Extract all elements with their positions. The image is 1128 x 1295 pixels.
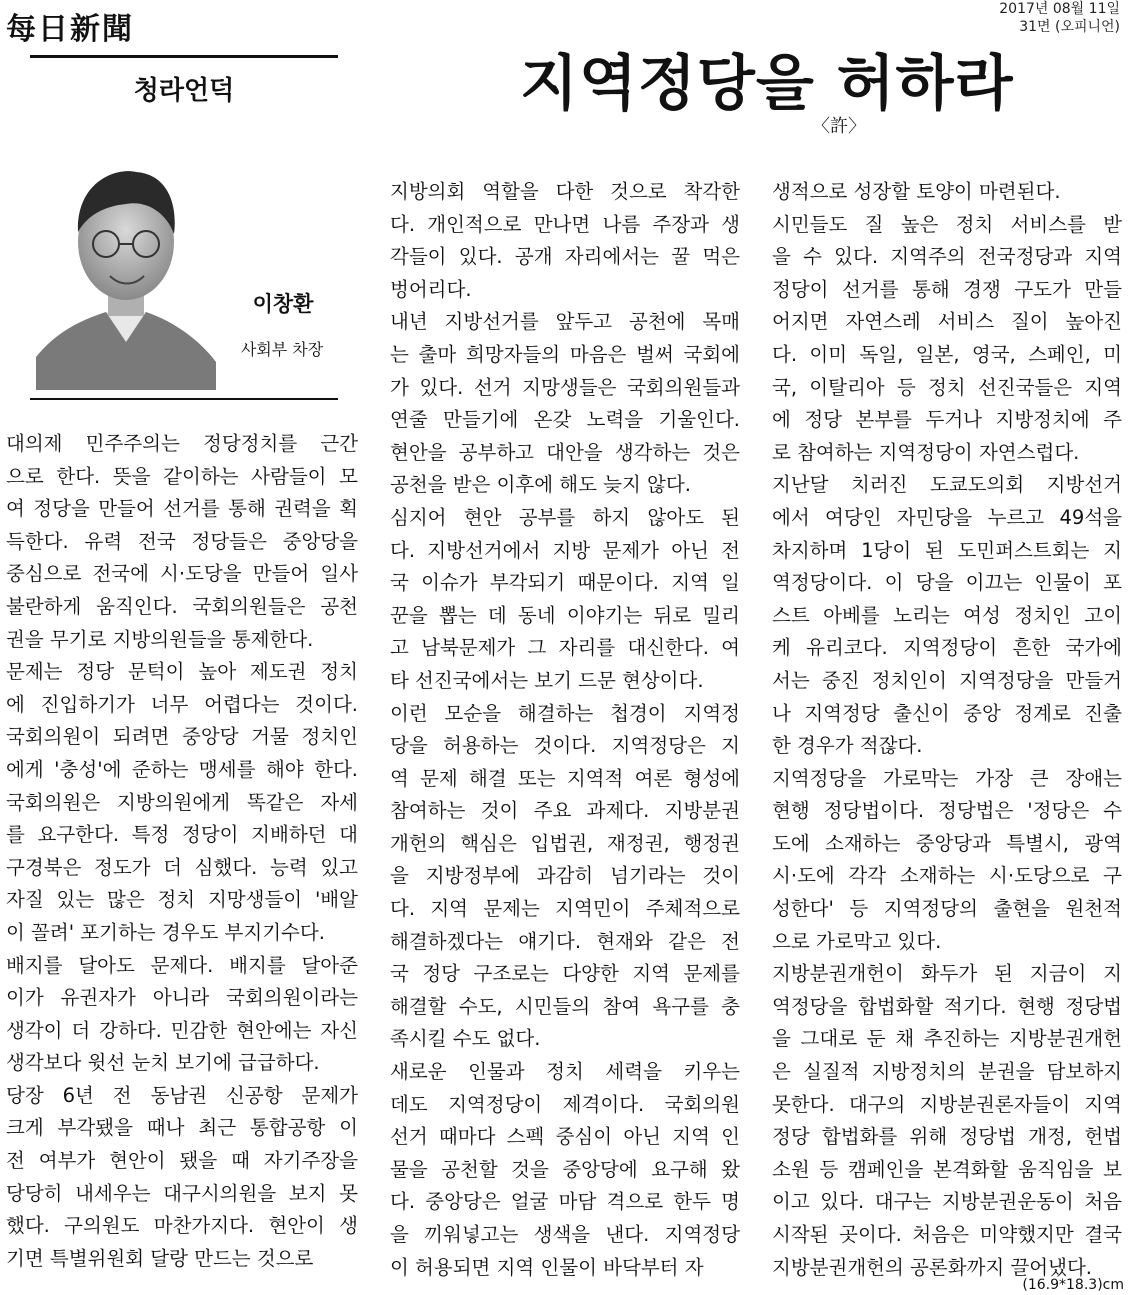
publication-date: 2017년 08월 11일 [999, 1, 1120, 17]
article-text-line: 성한다' 등 지역정당의 출현을 원천적 [772, 897, 1122, 921]
article-text-line: 지역정당을 가로막는 가장 큰 장애는 [772, 766, 1122, 790]
article-text-line: 시민들도 질 높은 정치 서비스를 받 [772, 212, 1122, 236]
article-text-line: 심지어 현안 공부를 하지 않아도 된 [390, 505, 740, 529]
article-text-line: 국, 이탈리아 등 정치 선진국들은 지역 [772, 375, 1122, 399]
article-text-line: 이런 모순을 해결하는 첩경이 지역정 [390, 701, 740, 725]
article-text-line: 다. 지방선거에서 지방 문제가 아닌 전 [390, 538, 740, 562]
article-text-line: 케 유리코다. 지역정당이 흔한 국가에 [772, 636, 1122, 660]
article-text-line: 대의제 민주주의는 정당정치를 근간 [6, 432, 358, 455]
article-text-line: 으로 가로막고 있다. [772, 929, 942, 953]
article-text-line: 연줄 만들기에 온갖 노력을 기울인다. [390, 408, 740, 432]
article-text-line: 역정당이다. 이 당을 이끄는 인물이 포 [772, 571, 1122, 595]
article-text-line: 물을 공천할 것을 중앙당에 요구해 왔 [390, 1157, 740, 1181]
article-text-line: 현안을 공부하고 대안을 생각하는 것은 [390, 440, 740, 464]
article-text-line: 다. 중앙당은 얼굴 마담 격으로 한두 명 [390, 1190, 740, 1214]
page-section: 31면 (오피니언) [1019, 19, 1120, 35]
article-text-line: 지방분권개헌의 공론화까지 끌어냈다. [772, 1255, 1092, 1279]
publication-meta [999, 0, 1120, 36]
newspaper-masthead: 每日新聞 [6, 12, 134, 47]
article-text-line: 차지하며 1당이 된 도민퍼스트회는 지 [772, 538, 1122, 562]
article-text-line: 현행 정당법이다. 정당법은 '정당은 수 [772, 799, 1122, 823]
article-text-line: 정당이 선거를 통해 경쟁 구도가 만들 [772, 277, 1122, 301]
article-text-line: 해결할 수도, 시민들의 참여 욕구를 충 [390, 994, 740, 1018]
article-text-line: 데도 지역정당이 제격이다. 국회의원 [390, 1092, 740, 1116]
article-text-line: 로 참여하는 지역정당이 자연스럽다. [772, 440, 1080, 464]
article-text-line: 을 수 있다. 지역주의 전국정당과 지역 [772, 245, 1122, 269]
headline-hanja: 〈許〉 [812, 116, 866, 137]
article-dimensions: (16.9*18.3)cm [1022, 1277, 1124, 1293]
article-text-line: 은 실질적 지방정치의 분권을 담보하지 [772, 1060, 1122, 1084]
article-text-line: 이가 유권자가 아니라 국회의원이라는 [6, 986, 358, 1010]
article-text-line: 국회의원은 지방의원에게 똑같은 자세 [6, 790, 358, 814]
article-text-line: 벙어리다. [390, 277, 472, 301]
article-text-line: 생적으로 성장할 토양이 마련된다. [772, 180, 1061, 203]
article-text-line: 지난달 치러진 도쿄도의회 지방선거 [772, 473, 1122, 497]
article-text-line: 역 문제 해결 또는 지역적 여론 형성에 [390, 766, 740, 790]
article-text-line: 당장 6년 전 동남권 신공항 문제가 [6, 1083, 358, 1107]
article-text-line: 정당 합법화를 위해 정당법 개정, 헌법 [772, 1125, 1122, 1149]
article-text-line: 지방분권개헌이 화두가 된 지금이 지 [772, 962, 1122, 986]
article-text-line: 시작된 곳이다. 처음은 미약했지만 결국 [772, 1223, 1122, 1246]
article-text-line: 을 그대로 둔 채 추진하는 지방분권개헌 [772, 1027, 1122, 1051]
article-column-1 [6, 428, 358, 1275]
article-text-line: 못한다. 대구의 지방분권론자들이 지역 [772, 1092, 1122, 1116]
article-text-line: 를 요구한다. 특정 정당이 지배하던 대 [6, 823, 358, 847]
article-text-line: 불란하게 움직인다. 국회의원들은 공천 [6, 594, 358, 618]
article-text-line: 참여하는 것이 주요 과제다. 지방분권 [390, 799, 740, 823]
article-text-line: 권을 무기로 지방의원들을 통제한다. [6, 627, 314, 651]
article-text-line: 꾼을 뽑는 데 동네 이야기는 뒤로 밀리 [390, 603, 740, 627]
article-text-line: 으로 한다. 뜻을 같이하는 사람들이 모 [6, 464, 358, 488]
article-text-line: 새로운 인물과 정치 세력을 키우는 [390, 1060, 740, 1084]
article-column-3 [772, 176, 1122, 1284]
article-text-line: 도에 소재하는 중앙당과 특별시, 광역 [772, 831, 1122, 855]
article-text-line: 각들이 있다. 공개 자리에서는 꿀 먹은 [390, 245, 740, 269]
article-text-line: 가 있다. 선거 지망생들은 국회의원들과 [390, 375, 740, 399]
article-text-line: 개헌의 핵심은 입법권, 재정권, 행정권 [390, 831, 740, 855]
article-text-line: 당당히 내세우는 대구시의원을 보지 못 [6, 1181, 358, 1205]
article-text-line: 생각보다 윗선 눈치 보기에 급급하다. [6, 1051, 320, 1075]
article-text-line: 국 이슈가 부각되기 때문이다. 지역 일 [390, 571, 740, 595]
article-text-line: 다. 개인적으로 만나면 나름 주장과 생 [390, 212, 740, 236]
article-text-line: 당을 허용하는 것이다. 지역정당은 지 [390, 734, 740, 758]
article-text-line: 다. 지역 문제는 지역민이 주체적으로 [390, 897, 740, 921]
article-text-line: 서는 중진 정치인이 지역정당을 만들거 [772, 668, 1122, 692]
article-text-line: 에 진입하기가 너무 어렵다는 것이다. [6, 692, 358, 716]
article-text-line: 다. 이미 독일, 일본, 영국, 스페인, 미 [772, 342, 1122, 366]
article-text-line: 역정당을 합법화할 적기다. 현행 정당법 [772, 994, 1122, 1018]
article-text-line: 족시킬 수도 없다. [390, 1027, 541, 1051]
article-text-line: 한 경우가 적잖다. [772, 734, 923, 758]
article-headline: 지역정당을 허하라 [520, 49, 1014, 119]
article-text-line: 자질 있는 많은 정치 지망생들이 '배알 [6, 888, 358, 912]
article-text-line: 생각이 더 강하다. 민감한 현안에는 자신 [6, 1018, 358, 1042]
article-text-line: 을 지방정부에 과감히 넘기라는 것이 [390, 864, 740, 888]
author-name: 이창환 [252, 292, 314, 316]
article-text-line: 문제는 정당 문턱이 높아 제도권 정치 [6, 660, 358, 684]
article-text-line: 에게 '충성'에 준하는 맹세를 해야 한다. [6, 757, 358, 781]
article-text-line: 여 정당을 만들어 선거를 통해 권력을 획 [6, 497, 358, 521]
article-text-line: 시·도에 각각 소재하는 시·도당으로 구 [772, 864, 1122, 888]
article-text-line: 이고 있다. 대구는 지방분권운동이 처음 [772, 1190, 1122, 1214]
article-text-line: 기면 특별위원회 달랑 만드는 것으로 [6, 1246, 314, 1270]
article-column-2 [390, 176, 740, 1284]
article-text-line: 크게 부각됐을 때나 최근 통합공항 이 [6, 1116, 358, 1140]
article-text-line: 고 남북문제가 그 자리를 대신한다. 여 [390, 636, 740, 660]
article-text-line: 공천을 받은 이후에 해도 늦지 않다. [390, 473, 691, 497]
article-text-line: 이 허용되면 지역 인물이 바닥부터 자 [390, 1255, 704, 1279]
article-text-line: 국회의원이 되려면 중앙당 거물 정치인 [6, 725, 358, 749]
column-header-rule [30, 55, 338, 58]
article-text-line: 을 끼워넣고는 생색을 낸다. 지역정당 [390, 1223, 740, 1246]
article-text-line: 에서 여당인 자민당을 누르고 49석을 [772, 505, 1122, 529]
article-text-line: 국 정당 구조로는 다양한 지역 문제를 [390, 962, 740, 986]
article-text-line: 중심으로 전국에 시·도당을 만들어 일사 [6, 562, 358, 586]
column-name: 청라언덕 [133, 76, 235, 106]
article-text-line: 지방의회 역할을 다한 것으로 착각한 [390, 180, 740, 203]
article-text-line: 에 정당 본부를 두거나 지방정치에 주 [772, 408, 1122, 432]
author-photo [36, 152, 216, 390]
article-text-line: 소원 등 캠페인을 본격화할 움직임을 보 [772, 1157, 1122, 1181]
author-title: 사회부 차장 [240, 340, 324, 359]
article-text-line: 나 지역정당 출신이 중앙 정계로 진출 [772, 701, 1122, 725]
article-text-line: 구경북은 정도가 더 심했다. 능력 있고 [6, 855, 358, 879]
article-text-line: 이 꼴려' 포기하는 경우도 부지기수다. [6, 920, 325, 944]
author-box-rule [30, 398, 338, 400]
article-text-line: 스트 아베를 노리는 여성 정치인 고이 [772, 603, 1122, 627]
article-text-line: 는 출마 희망자들의 마음은 벌써 국회에 [390, 342, 740, 366]
article-text-line: 했다. 구의원도 마찬가지다. 현안이 생 [6, 1214, 358, 1238]
article-text-line: 타 선진국에서는 보기 드문 현상이다. [390, 668, 704, 692]
article-text-line: 어지면 자연스레 서비스 질이 높아진 [772, 310, 1122, 334]
article-text-line: 해결하겠다는 얘기다. 현재와 같은 전 [390, 929, 740, 953]
article-text-line: 내년 지방선거를 앞두고 공천에 목매 [390, 310, 740, 334]
article-text-line: 선거 때마다 스펙 중심이 아닌 지역 인 [390, 1125, 740, 1149]
article-text-line: 전 여부가 현안이 됐을 때 자기주장을 [6, 1149, 358, 1173]
article-text-line: 득한다. 유력 전국 정당들은 중앙당을 [6, 529, 358, 553]
article-text-line: 배지를 달아도 문제다. 배지를 달아준 [6, 953, 358, 977]
